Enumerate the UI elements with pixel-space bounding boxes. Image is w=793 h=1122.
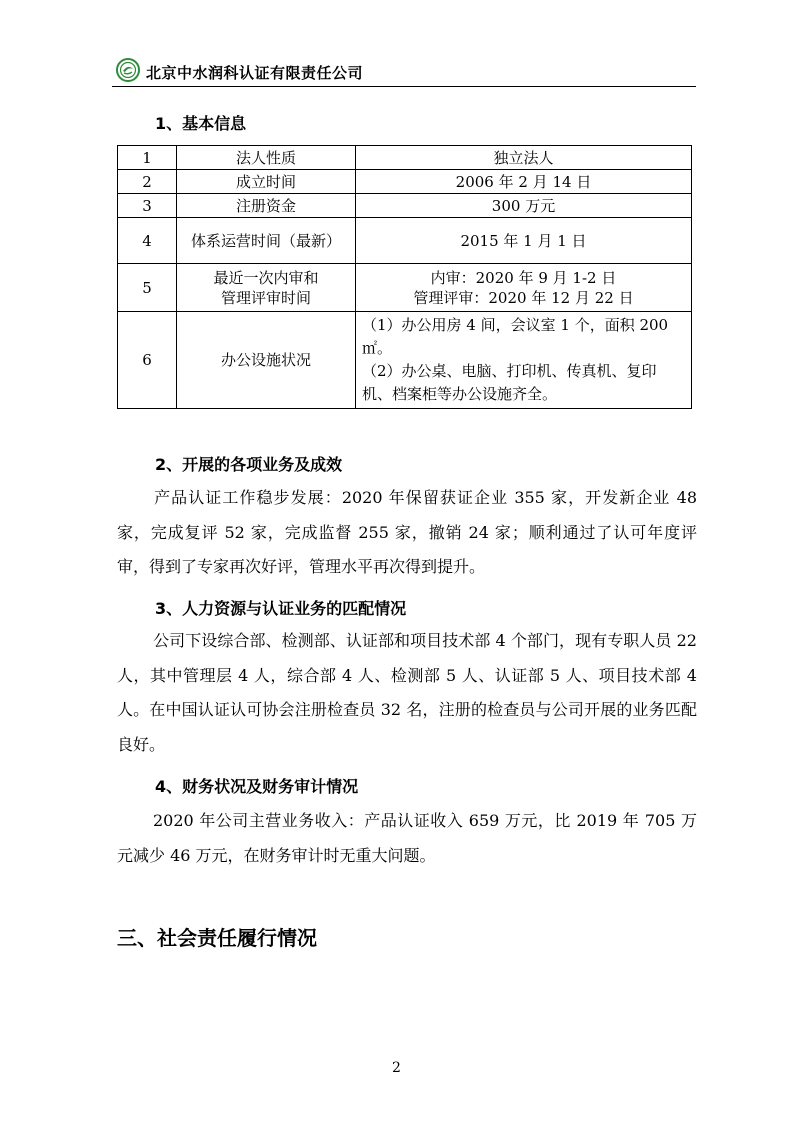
table-row — [118, 146, 692, 170]
row-value — [356, 264, 692, 312]
row-value-line: （2）办公桌、电脑、打印机、传真机、复印机、档案柜等办公设施齐全。 — [362, 362, 657, 403]
row-label: 法人性质 — [177, 146, 356, 170]
row-label — [177, 264, 356, 312]
row-value: 300 万元 — [356, 194, 692, 218]
row-value-line: （1）办公用房 4 间，会议室 1 个，面积 200 ㎡。 — [362, 316, 669, 357]
table-row — [118, 218, 692, 264]
section3-paragraph — [117, 624, 697, 762]
row-number: 4 — [118, 218, 177, 264]
section2-text: 产品认证工作稳步发展：2020 年保留获证企业 355 家，开发新企业 48 家，完成复评 52 家，完成监督 255 家，撤销 24 家；顺利通过了认可年度评审，得到了专家再次好评，管理水平再次得到提升。 — [117, 488, 697, 576]
row-number: 2 — [118, 170, 177, 194]
company-logo-icon — [116, 58, 140, 82]
header-divider — [112, 86, 696, 87]
table-row — [118, 312, 692, 409]
table-row — [118, 194, 692, 218]
row-number: 3 — [118, 194, 177, 218]
section4-text: 2020 年公司主营业务收入：产品认证收入 659 万元，比 2019 年 705 万元减少 46 万元，在财务审计时无重大问题。 — [117, 811, 697, 865]
row-value-line: 内审：2020 年 9 月 1-2 日 — [430, 268, 617, 287]
table-row — [118, 170, 692, 194]
basic-info-table — [117, 145, 692, 409]
row-number: 5 — [118, 264, 177, 312]
section3-text: 公司下设综合部、检测部、认证部和项目技术部 4 个部门，现有专职人员 22 人，其中管理层 4 人，综合部 4 人、检测部 5 人、认证部 5 人、项目技术部 4 人。在中国认证认可协会注册检查员 32 名，注册的检查员与公司开展的业务匹配良好。 — [117, 631, 697, 754]
chapter3-heading: 三、社会责任履行情况 — [117, 926, 317, 950]
table-row — [118, 264, 692, 312]
page-number: 2 — [392, 1060, 401, 1076]
row-label-line: 管理评审时间 — [220, 288, 311, 307]
row-number: 1 — [118, 146, 177, 170]
row-label: 体系运营时间（最新） — [177, 218, 356, 264]
row-number: 6 — [118, 312, 177, 409]
section2-heading: 2、开展的各项业务及成效 — [155, 455, 343, 474]
row-label-line: 最近一次内审和 — [213, 268, 319, 287]
row-label: 办公设施状况 — [177, 312, 356, 409]
section4-heading: 4、财务状况及财务审计情况 — [155, 777, 359, 796]
row-value: 独立法人 — [356, 146, 692, 170]
company-name: 北京中水润科认证有限责任公司 — [146, 64, 364, 82]
section4-paragraph — [117, 804, 697, 873]
row-value — [356, 312, 692, 409]
section1-heading: 1、基本信息 — [155, 114, 247, 133]
section3-heading: 3、人力资源与认证业务的匹配情况 — [155, 599, 407, 618]
row-label: 成立时间 — [177, 170, 356, 194]
page-header — [112, 54, 696, 88]
row-value: 2006 年 2 月 14 日 — [356, 170, 692, 194]
section2-paragraph — [117, 481, 697, 585]
row-value: 2015 年 1 月 1 日 — [356, 218, 692, 264]
row-label: 注册资金 — [177, 194, 356, 218]
row-value-line: 管理评审：2020 年 12 月 22 日 — [413, 288, 634, 307]
